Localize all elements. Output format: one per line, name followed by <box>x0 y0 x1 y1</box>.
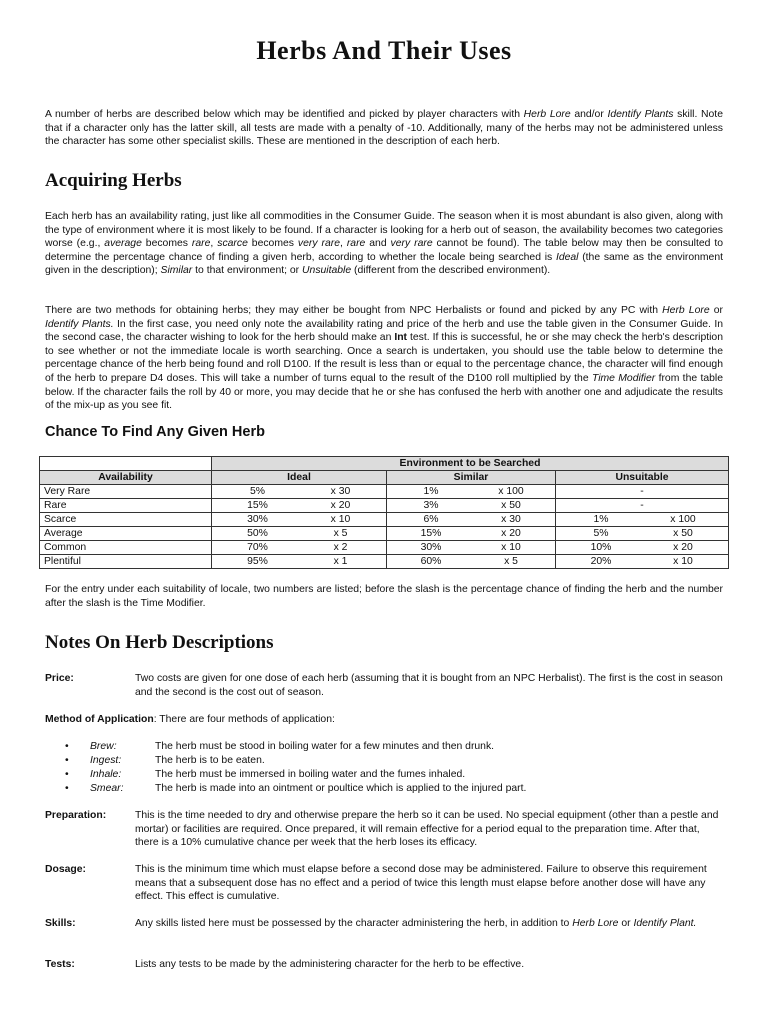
col-similar: Similar <box>387 471 556 485</box>
table-note: For the entry under each suitability of locale, two numbers are listed; before the slash is the percentage chance of finding the herb and the number after the slash is the Time Modifier. <box>45 584 723 609</box>
col-ideal: Ideal <box>212 471 387 485</box>
table-row: Scarce 30% x 10 6% x 30 1% x 100 <box>40 513 729 527</box>
table-row: Average 50% x 5 15% x 20 5% x 50 <box>40 527 729 541</box>
col-unsuitable: Unsuitable <box>556 471 729 485</box>
intro-paragraph: A number of herbs are described below which may be identified and picked by player characters with Herb Lore and/or Identify Plants skill. Note that if a character only has the latter skill, all tests are made with a penalty of -10. Additionally, many of the herbs may not be administered unless the character has some other specialist skills. These are mentioned in the description of each herb. <box>45 109 723 148</box>
herb-chance-table <box>39 456 729 569</box>
table-row: Plentiful 95% x 1 60% x 5 20% x 10 <box>40 555 729 569</box>
notes-heading: Notes On Herb Descriptions <box>45 632 274 653</box>
acquiring-paragraph-2: There are two methods for obtaining herbs; they may either be bought from NPC Herbalists or found and picked by any PC with Herb Lore or Identify Plants. In the first case, you need only note the availability rating and price of the herb and use the table given in the Consumer Guide. In the second case, the character wishing to look for the herb should make an Int test. If this is successful, he or she may check the herb's description to see whether or not the immediate locale is worth searching. Once a search is undertaken, you should use the table below to determine the percentage chance of the herb being found and roll D100. If the result is less than or equal to the percentage chance, the character will find enough of the herb to prepare D4 doses. This will take a number of turns equal to the result of the D100 roll multiplied by the Time Modifier from the table below. If the character fails the roll by 40 or more, you may decide that he or she has confused the herb with another one and adjudicate the results of the mix-up as you see fit. <box>45 305 723 412</box>
col-availability: Availability <box>40 471 212 485</box>
env-header: Environment to be Searched <box>212 457 729 471</box>
table-heading: Chance To Find Any Given Herb <box>45 424 265 440</box>
table-row: Very Rare 5% x 30 1% x 100 - <box>40 485 729 499</box>
acquiring-paragraph-1: Each herb has an availability rating, just like all commodities in the Consumer Guide. The season when it is most abundant is also given, along with the type of environment where it is most likely to be found. If a character is looking for a herb out of season, the availability becomes two categories worse (e.g., average becomes rare, scarce becomes very rare, rare and very rare cannot be found). The table below may then be consulted to determine the percentage chance of finding a given herb, according to whether the locale being searched is Ideal (the same as the environment given in the description); Similar to that environment; or Unsuitable (different from the described environment). <box>45 211 724 277</box>
table-row: Common 70% x 2 30% x 10 10% x 20 <box>40 541 729 555</box>
page-title: Herbs And Their Uses <box>256 36 512 65</box>
acquiring-heading: Acquiring Herbs <box>45 170 182 191</box>
document-page: Herbs And Their Uses A number of herbs are described below which may be identified and picked by player characters with Herb Lore and/or Identify Plants skill. Note that if a character only has the latter skill, all tests are made with a penalty of -10. Additionally, many of the herbs may not be administered unless the character has some other specialist skills. These are mentioned in the description of each herb. Acquiring Herbs Each herb has an availability rating, just like all commodities in the Consumer Guide. The season when it is most abundant is also given, along with the type of environment where it is most likely to be found. If a character is looking for a herb out of season, the availability becomes two categories worse (e.g., average becomes rare, scarce becomes very rare, rare and very rare cannot be found). The table below may then be consulted to determine the percentage chance of finding a given herb, according to whether the locale being searched is Ideal (the same as the environment given in the description); Similar to that environment; or Unsuitable (different from the described environment). There are two methods for obtaining herbs; they may either be bought from NPC Herbalists or found and picked by any PC with Herb Lore or Identify Plants. In the first case, you need only note the availability rating and price of the herb and use the table given in the Consumer Guide. In the second case, the character wishing to look for the herb should make an Int test. If this is successful, he or she may check the herb's description to see whether or not the immediate locale is worth searching. Once a search is undertaken, you should use the table below to determine the percentage chance of the herb being found and roll D100. If the result is less than or equal to the percentage chance, the character will find enough of the herb to prepare D4 doses. This will take a number of turns equal to the result of the D100 roll multiplied by the Time Modifier from the table below. If the character fails the roll by 40 or more, you may decide that he or she has confused the herb with another one and adjudicate the results of the mix-up as you see fit. Chance To Find Any Given Herb Environment to be Searched Availability Ideal Similar Unsuitable Very Rare 5% x 30 1% x 100 - Rare 15% x 20 3% x 50 - Scarce 30% x 10 6% x 30 1% x 100 Average 50% x 5 15% x 20 5% x 50 Common 70% x 2 30% x 10 10% x 20 Plentiful 95% x 1 60% x 5 20% x 10 For the entry under each suitability of locale, two numbers are listed; before the slash is the percentage chance of finding the herb and the number after the slash is the Time Modifier. Notes On Herb Descriptions Price: Two costs are given for one dose of each herb (assuming that it is bought from an NPC Herbalist). The first is the cost in season and the second is the cost out of season. Method of Application: There are four methods of application: • Brew: The herb must be stood in boiling water for a few minutes and then drunk. • Ingest: The herb is to be eaten. • Inhale: The herb must be immersed in boiling water and the fumes inhaled. • Smear: The herb is made into an ointment or poultice which is applied to the injured part. Preparation: This is the time needed to dry and otherwise prepare the herb so it can be used. No special equipment (other than a pestle and mortar) or facilities are required. Once prepared, it will remain effective for a period equal to the preparation time. After that, there is a 10% cumulative chance per week that the herb loses its efficacy. Dosage: This is the minimum time which must elapse before a second dose may be administered. Failure to observe this requirement means that a subsequent dose has no effect and a period of twice this length must elapse before another dose will have any effect. This effect is cumulative. Skills: Any skills listed here must be possessed by the character administering the herb, in addition to Herb Lore or Identify Plant. Tests: Lists any tests to be made by the administering character for the herb to be effective. <box>0 0 768 1024</box>
table-row: Rare 15% x 20 3% x 50 - <box>40 499 729 513</box>
